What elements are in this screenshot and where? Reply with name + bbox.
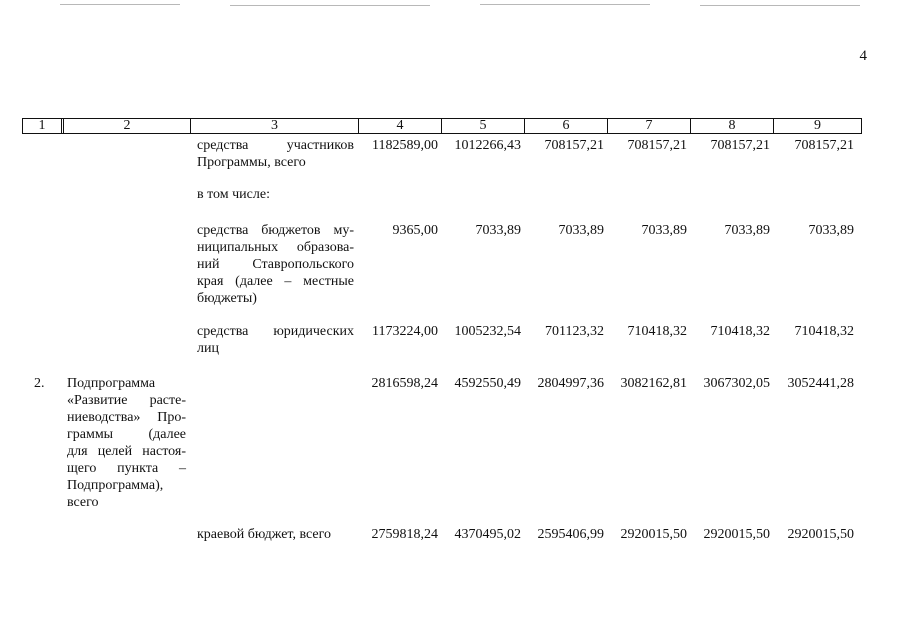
table-row-4-description-line: средства юридических bbox=[197, 324, 354, 339]
table-row-3-col-4: 9365,00 bbox=[392, 223, 438, 238]
table-row-3-description-line: средства бюджетов му- bbox=[197, 223, 354, 238]
header-cell-4: 4 bbox=[358, 119, 441, 133]
table-row-1-col-8: 708157,21 bbox=[710, 138, 770, 153]
table-row-1-col-9: 708157,21 bbox=[794, 138, 854, 153]
table-row-6-col-5: 4370495,02 bbox=[454, 527, 521, 542]
scan-artifact bbox=[60, 4, 180, 5]
table-row-5-col-8: 3067302,05 bbox=[703, 376, 770, 391]
table-row-5-name-line: для целей настоя- bbox=[67, 444, 186, 459]
table-row-5-name-line: «Развитие расте- bbox=[67, 393, 186, 408]
page-number: 4 bbox=[859, 48, 867, 64]
table-row-3-description-line: бюджеты) bbox=[197, 291, 257, 306]
table-row-6-description: краевой бюджет, всего bbox=[197, 527, 332, 542]
table-row-3-col-5: 7033,89 bbox=[475, 223, 521, 238]
header-cell-8: 8 bbox=[690, 119, 773, 133]
header-cell-2: 2 bbox=[61, 119, 190, 133]
header-cell-6: 6 bbox=[524, 119, 607, 133]
scan-artifact bbox=[480, 4, 650, 5]
table-row-5-name-line: щего пункта – bbox=[67, 461, 186, 476]
table-row-1-description-rest: Программы, всего bbox=[197, 155, 306, 170]
table-row-4-col-8: 710418,32 bbox=[710, 324, 770, 339]
table-row-6-col-7: 2920015,50 bbox=[620, 527, 687, 542]
table-row-4-col-5: 1005232,54 bbox=[454, 324, 521, 339]
table-row-5-name-line: Подпрограмма), bbox=[67, 478, 164, 493]
table-header-row bbox=[22, 118, 862, 134]
header-cell-5: 5 bbox=[441, 119, 524, 133]
table-row-6-col-9: 2920015,50 bbox=[787, 527, 854, 542]
table-row-5-number: 2. bbox=[34, 376, 45, 391]
table-row-5-col-5: 4592550,49 bbox=[454, 376, 521, 391]
table-row-1-col-5: 1012266,43 bbox=[454, 138, 521, 153]
table-row-1-description bbox=[197, 137, 354, 171]
table-row-5-name-line: граммы (далее bbox=[67, 427, 186, 442]
table-row-3-description-line: ний Ставропольского bbox=[197, 257, 354, 272]
scan-artifact bbox=[230, 5, 430, 6]
table-row-3-description-line: края (далее – местные bbox=[197, 274, 354, 289]
table-row-5-name-line: всего bbox=[67, 495, 99, 510]
table-row-5-col-4: 2816598,24 bbox=[371, 376, 438, 391]
table-row-6-col-4: 2759818,24 bbox=[371, 527, 438, 542]
header-cell-9: 9 bbox=[773, 119, 861, 133]
table-row-5-name bbox=[67, 375, 186, 511]
table-row-5-name-line: ниеводства» Про- bbox=[67, 410, 186, 425]
table-row-4-col-7: 710418,32 bbox=[627, 324, 687, 339]
table-row-3-description bbox=[197, 222, 354, 307]
scan-artifact bbox=[700, 5, 860, 6]
table-row-4-col-4: 1173224,00 bbox=[372, 324, 438, 339]
table-row-6-col-6: 2595406,99 bbox=[537, 527, 604, 542]
table-row-3-col-9: 7033,89 bbox=[808, 223, 854, 238]
table-row-5-col-9: 3052441,28 bbox=[787, 376, 854, 391]
table-row-4-description bbox=[197, 323, 354, 357]
table-row-1-col-7: 708157,21 bbox=[627, 138, 687, 153]
table-row-3-description-line: ниципальных образова- bbox=[197, 240, 354, 255]
table-row-6-col-8: 2920015,50 bbox=[703, 527, 770, 542]
table-row-1-col-4: 1182589,00 bbox=[372, 138, 438, 153]
header-cell-3: 3 bbox=[190, 119, 358, 133]
table-row-4-col-9: 710418,32 bbox=[794, 324, 854, 339]
table-row-3-col-6: 7033,89 bbox=[558, 223, 604, 238]
table-row-5-col-6: 2804997,36 bbox=[537, 376, 604, 391]
header-cell-7: 7 bbox=[607, 119, 690, 133]
table-row-3-col-7: 7033,89 bbox=[641, 223, 687, 238]
table-row-5-name-line: Подпрограмма bbox=[67, 376, 156, 391]
table-row-4-col-6: 701123,32 bbox=[545, 324, 604, 339]
table-row-1-col-6: 708157,21 bbox=[544, 138, 604, 153]
table-row-3-col-8: 7033,89 bbox=[724, 223, 770, 238]
table-row-4-description-rest: лиц bbox=[197, 341, 219, 356]
table-row-2-description: в том числе: bbox=[197, 187, 270, 202]
table-row-5-col-7: 3082162,81 bbox=[620, 376, 687, 391]
header-cell-1: 1 bbox=[38, 118, 46, 133]
table-row-1-description-line: средства участников bbox=[197, 138, 354, 153]
